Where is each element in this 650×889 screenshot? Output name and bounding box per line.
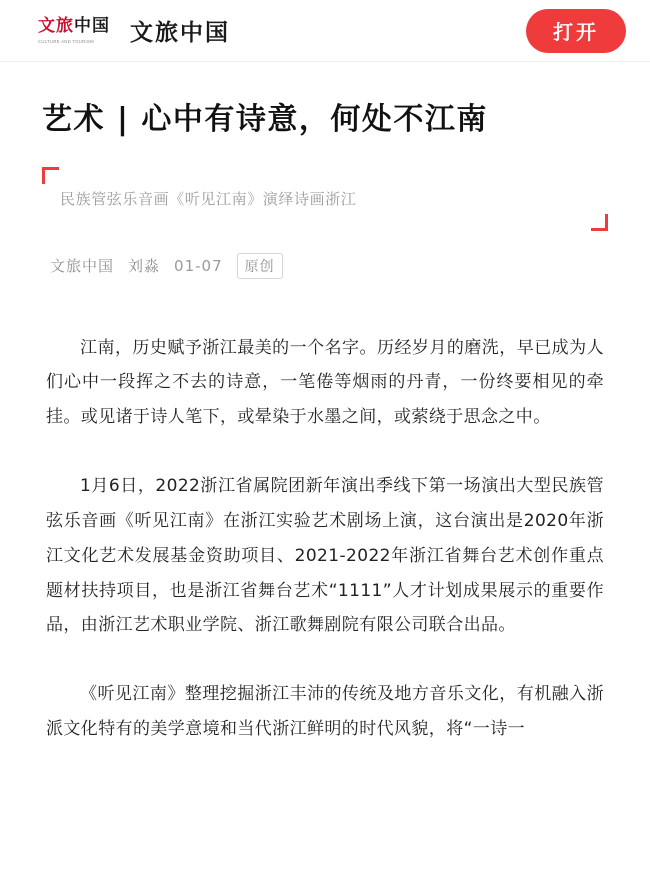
app-name: 文旅中国: [130, 20, 230, 46]
corner-bracket-bottom-right-icon: [591, 214, 608, 231]
article-paragraph: 《听见江南》整理挖掘浙江丰沛的传统及地方音乐文化，有机融入浙派文化特有的美学意境和当代浙江鲜明的时代风貌，将“一诗一: [46, 684, 604, 740]
meta-date: 01-07: [174, 256, 223, 275]
meta-author: 刘淼: [128, 257, 161, 275]
article-summary-box: [42, 167, 608, 231]
logo-subtext: CULTURE AND TOURISM: [38, 38, 95, 44]
article-summary: 民族管弦乐音画《听见江南》演绎诗画浙江: [60, 189, 357, 208]
status-badge: 原创: [237, 253, 283, 279]
logo-mark-accent: 中国: [74, 15, 110, 36]
article-headline: 艺术 | 心中有诗意，何处不江南: [42, 102, 488, 137]
article-meta: [50, 253, 608, 279]
wenlv-china-logo: [38, 11, 112, 51]
meta-source: 文旅中国: [50, 257, 115, 275]
article-body: [42, 331, 608, 747]
logo-mark-main: 文旅: [38, 15, 74, 36]
app-header: [0, 0, 650, 62]
logo-mark: [38, 13, 112, 39]
corner-bracket-top-left-icon: [42, 167, 59, 184]
open-app-button[interactable]: 打开: [526, 9, 626, 53]
article-paragraph: 江南，历史赋予浙江最美的一个名字。历经岁月的磨洗，早已成为人们心中一段挥之不去的诗意，一笔倦等烟雨的丹青，一份终要相见的牵挂。或见诸于诗人笔下，或晕染于水墨之间，或萦绕于思念之中。: [46, 337, 604, 428]
article-paragraph: 1月6日，2022浙江省属院团新年演出季线下第一场演出大型民族管弦乐音画《听见江南》在浙江实验艺术剧场上演，这台演出是2020年浙江文化艺术发展基金资助项目、2021-2022年浙江省舞台艺术创作重点题材扶持项目，也是浙江省舞台艺术“1111”人才计划成果展示的重要作品，由浙江艺术职业学院、浙江歌舞剧院有限公司联合出品。: [46, 476, 604, 636]
article-container: [0, 62, 650, 747]
